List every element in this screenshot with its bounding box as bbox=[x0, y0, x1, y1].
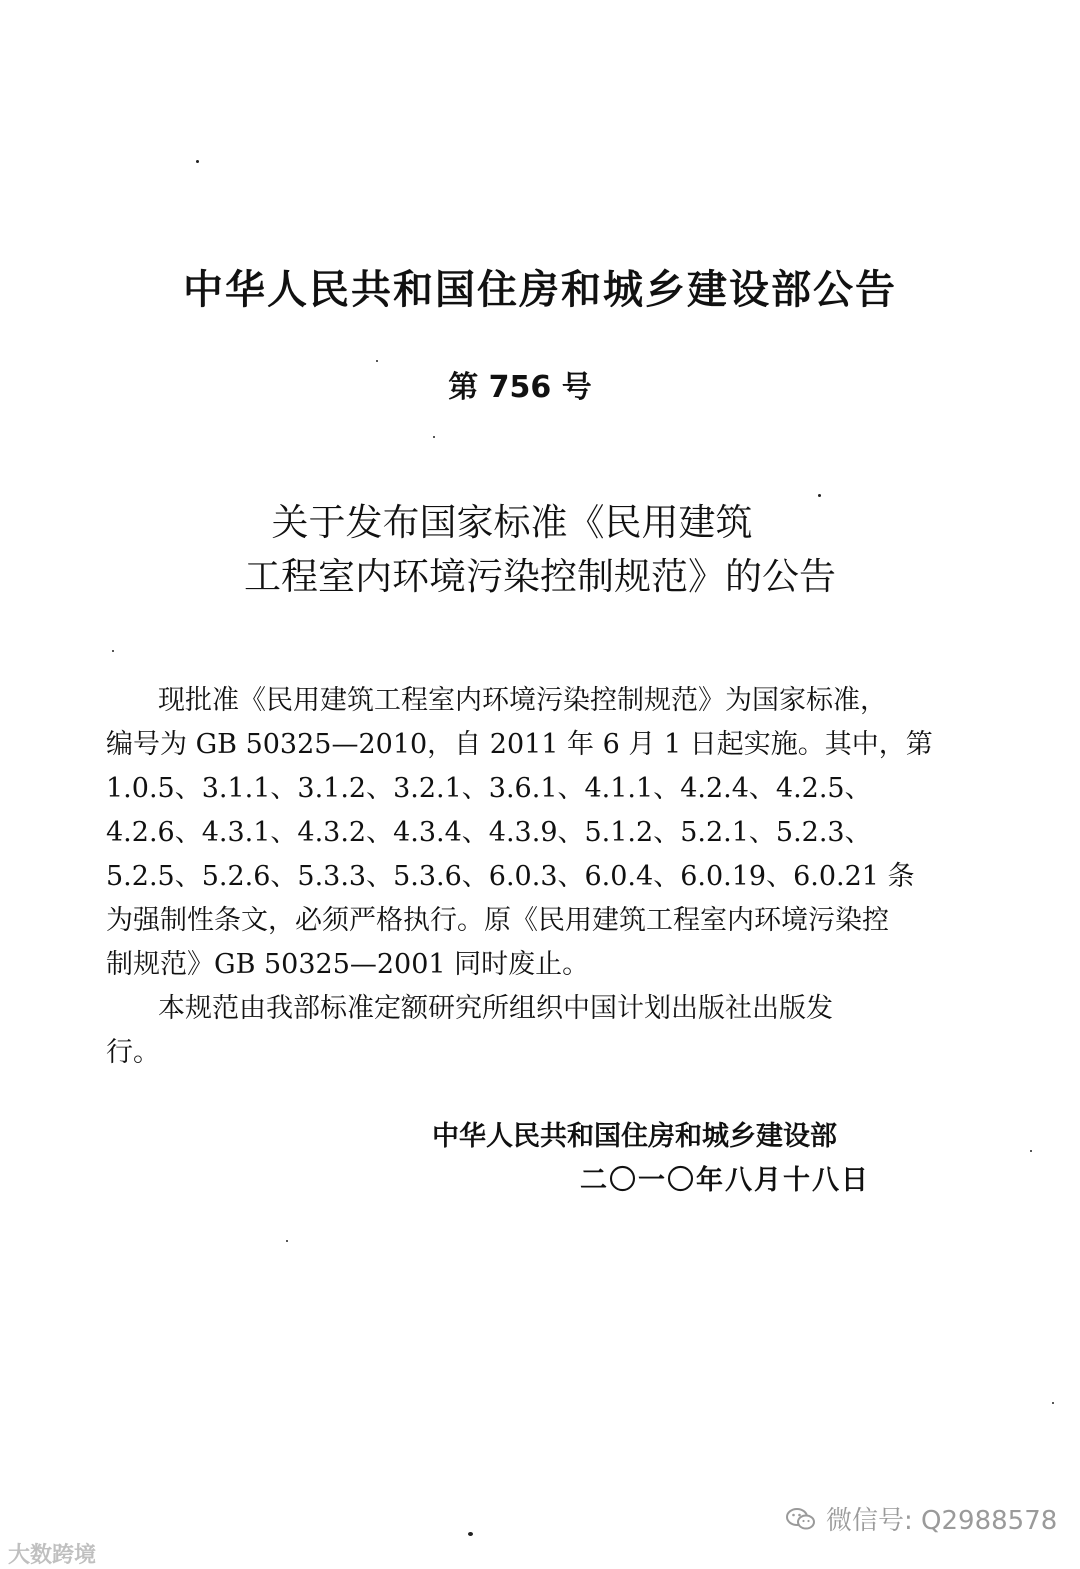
scan-speck bbox=[1030, 1150, 1032, 1152]
scan-speck bbox=[112, 650, 114, 652]
notice-authority-heading: 中华人民共和国住房和城乡建设部公告 bbox=[183, 267, 897, 313]
signature-issuer: 中华人民共和国住房和城乡建设部 bbox=[432, 1121, 837, 1152]
wechat-icon bbox=[786, 1507, 816, 1531]
signature-date: 二〇一〇年八月十八日 bbox=[580, 1165, 870, 1196]
watermark-right-text: 微信号: Q2988578 bbox=[826, 1506, 1058, 1536]
body-line: 制规范》GB 50325—2001 同时废止。 bbox=[106, 949, 590, 980]
body-line: 本规范由我部标准定额研究所组织中国计划出版社出版发 bbox=[158, 993, 833, 1024]
watermark-left-text: 大数跨境 bbox=[8, 1543, 97, 1568]
body-line: 现批准《民用建筑工程室内环境污染控制规范》为国家标准， bbox=[158, 685, 887, 716]
notice-number: 第 756 号 bbox=[448, 370, 592, 405]
scan-speck bbox=[433, 436, 435, 438]
body-line: 行。 bbox=[106, 1037, 160, 1068]
scan-speck bbox=[818, 494, 821, 497]
scan-speck bbox=[468, 1532, 473, 1536]
body-line: 5.2.5、5.2.6、5.3.3、5.3.6、6.0.3、6.0.4、6.0.19、6.0.21 条 bbox=[106, 861, 915, 892]
watermark-right bbox=[786, 1500, 1057, 1537]
watermark-left bbox=[8, 1538, 96, 1569]
notice-subject-line-1: 关于发布国家标准《民用建筑 bbox=[271, 501, 753, 544]
body-line: 编号为 GB 50325—2010，自 2011 年 6 月 1 日起实施。其中，第 bbox=[106, 729, 933, 760]
scan-speck bbox=[376, 360, 378, 362]
scan-speck bbox=[286, 1240, 288, 1242]
body-line: 1.0.5、3.1.1、3.1.2、3.2.1、3.6.1、4.1.1、4.2.4、4.2.5、 bbox=[106, 773, 872, 804]
notice-subject-line-2: 工程室内环境污染控制规范》的公告 bbox=[244, 555, 836, 598]
body-line: 4.2.6、4.3.1、4.3.2、4.3.4、4.3.9、5.1.2、5.2.1、5.2.3、 bbox=[106, 817, 872, 848]
scan-speck bbox=[196, 160, 199, 163]
body-line: 为强制性条文，必须严格执行。原《民用建筑工程室内环境污染控 bbox=[106, 905, 889, 936]
scan-speck bbox=[1052, 1402, 1054, 1404]
